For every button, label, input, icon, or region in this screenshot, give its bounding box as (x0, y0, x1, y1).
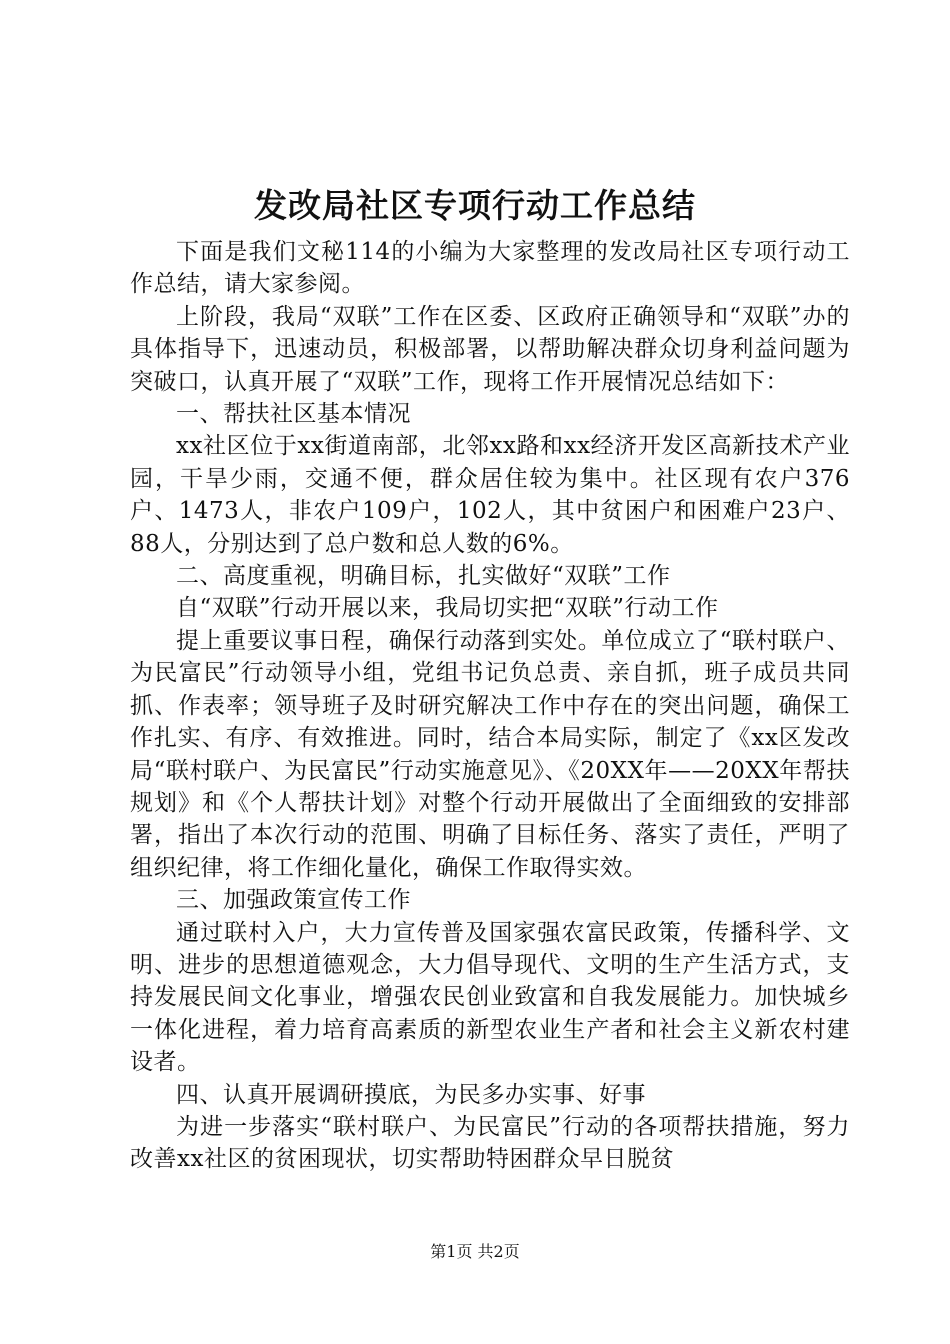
paragraph-work-detail: 提上重要议事日程，确保行动落到实处。单位成立了“联村联户、为民富民”行动领导小组，党组书记负总责、亲自抓，班子成员共同抓、作表率；领导班子及时研究解决工作中存在的突出问题，确保工作扎实、有序、有效推进。同时，结合本局实际，制定了《xx区发改局“联村联户、为民富民”行动实施意见》、《20XX年——20XX年帮扶规划》和《个人帮扶计划》对整个行动开展做出了全面细致的安排部署，指出了本次行动的范围、明确了目标任务、落实了责任，严明了组织纪律，将工作细化量化，确保工作取得实效。 (130, 627, 850, 881)
paragraph-work-start: 自“双联”行动开展以来，我局切实把“双联”行动工作 (176, 595, 719, 622)
paragraph-policy: 通过联村入户，大力宣传普及国家强农富民政策，传播科学、文明、进步的思想道德观念，大力倡导现代、文明的生产生活方式，支持发展民间文化事业，增强农民创业致富和自我发展能力。加快城乡一体化进程，着力培育高素质的新型农业生产者和社会主义新农村建设者。 (130, 919, 850, 1076)
paragraph-community-info: xx社区位于xx街道南部，北邻xx路和xx经济开发区高新技术产业园，干旱少雨，交通不便，群众居住较为集中。社区现有农户376户、1473人，非农户109户，102人，其中贫困户和困难户23户、88人，分别达到了总户数和总人数的6%。 (130, 433, 850, 557)
section-heading-1: 一、帮扶社区基本情况 (176, 401, 411, 428)
section-heading-3: 三、加强政策宣传工作 (176, 887, 411, 914)
paragraph-intro: 下面是我们文秘114的小编为大家整理的发改局社区专项行动工作总结，请大家参阅。 (130, 239, 850, 298)
page-indicator: 第1页 共2页 (430, 1242, 520, 1261)
paragraph-summary: 上阶段，我局“双联”工作在区委、区政府正确领导和“双联”办的具体指导下，迅速动员，积极部署，以帮助解决群众切身利益问题为突破口，认真开展了“双联”工作，现将工作开展情况总结如下： (130, 303, 850, 395)
paragraph-research: 为进一步落实“联村联户、为民富民”行动的各项帮扶措施，努力改善xx社区的贫困现状，切实帮助特困群众早日脱贫 (130, 1113, 850, 1173)
section-heading-2: 二、高度重视，明确目标，扎实做好“双联”工作 (176, 563, 671, 590)
section-heading-4: 四、认真开展调研摸底，为民多办实事、好事 (176, 1081, 646, 1108)
document-title: 发改局社区专项行动工作总结 (254, 186, 696, 225)
document-body (130, 236, 850, 1176)
